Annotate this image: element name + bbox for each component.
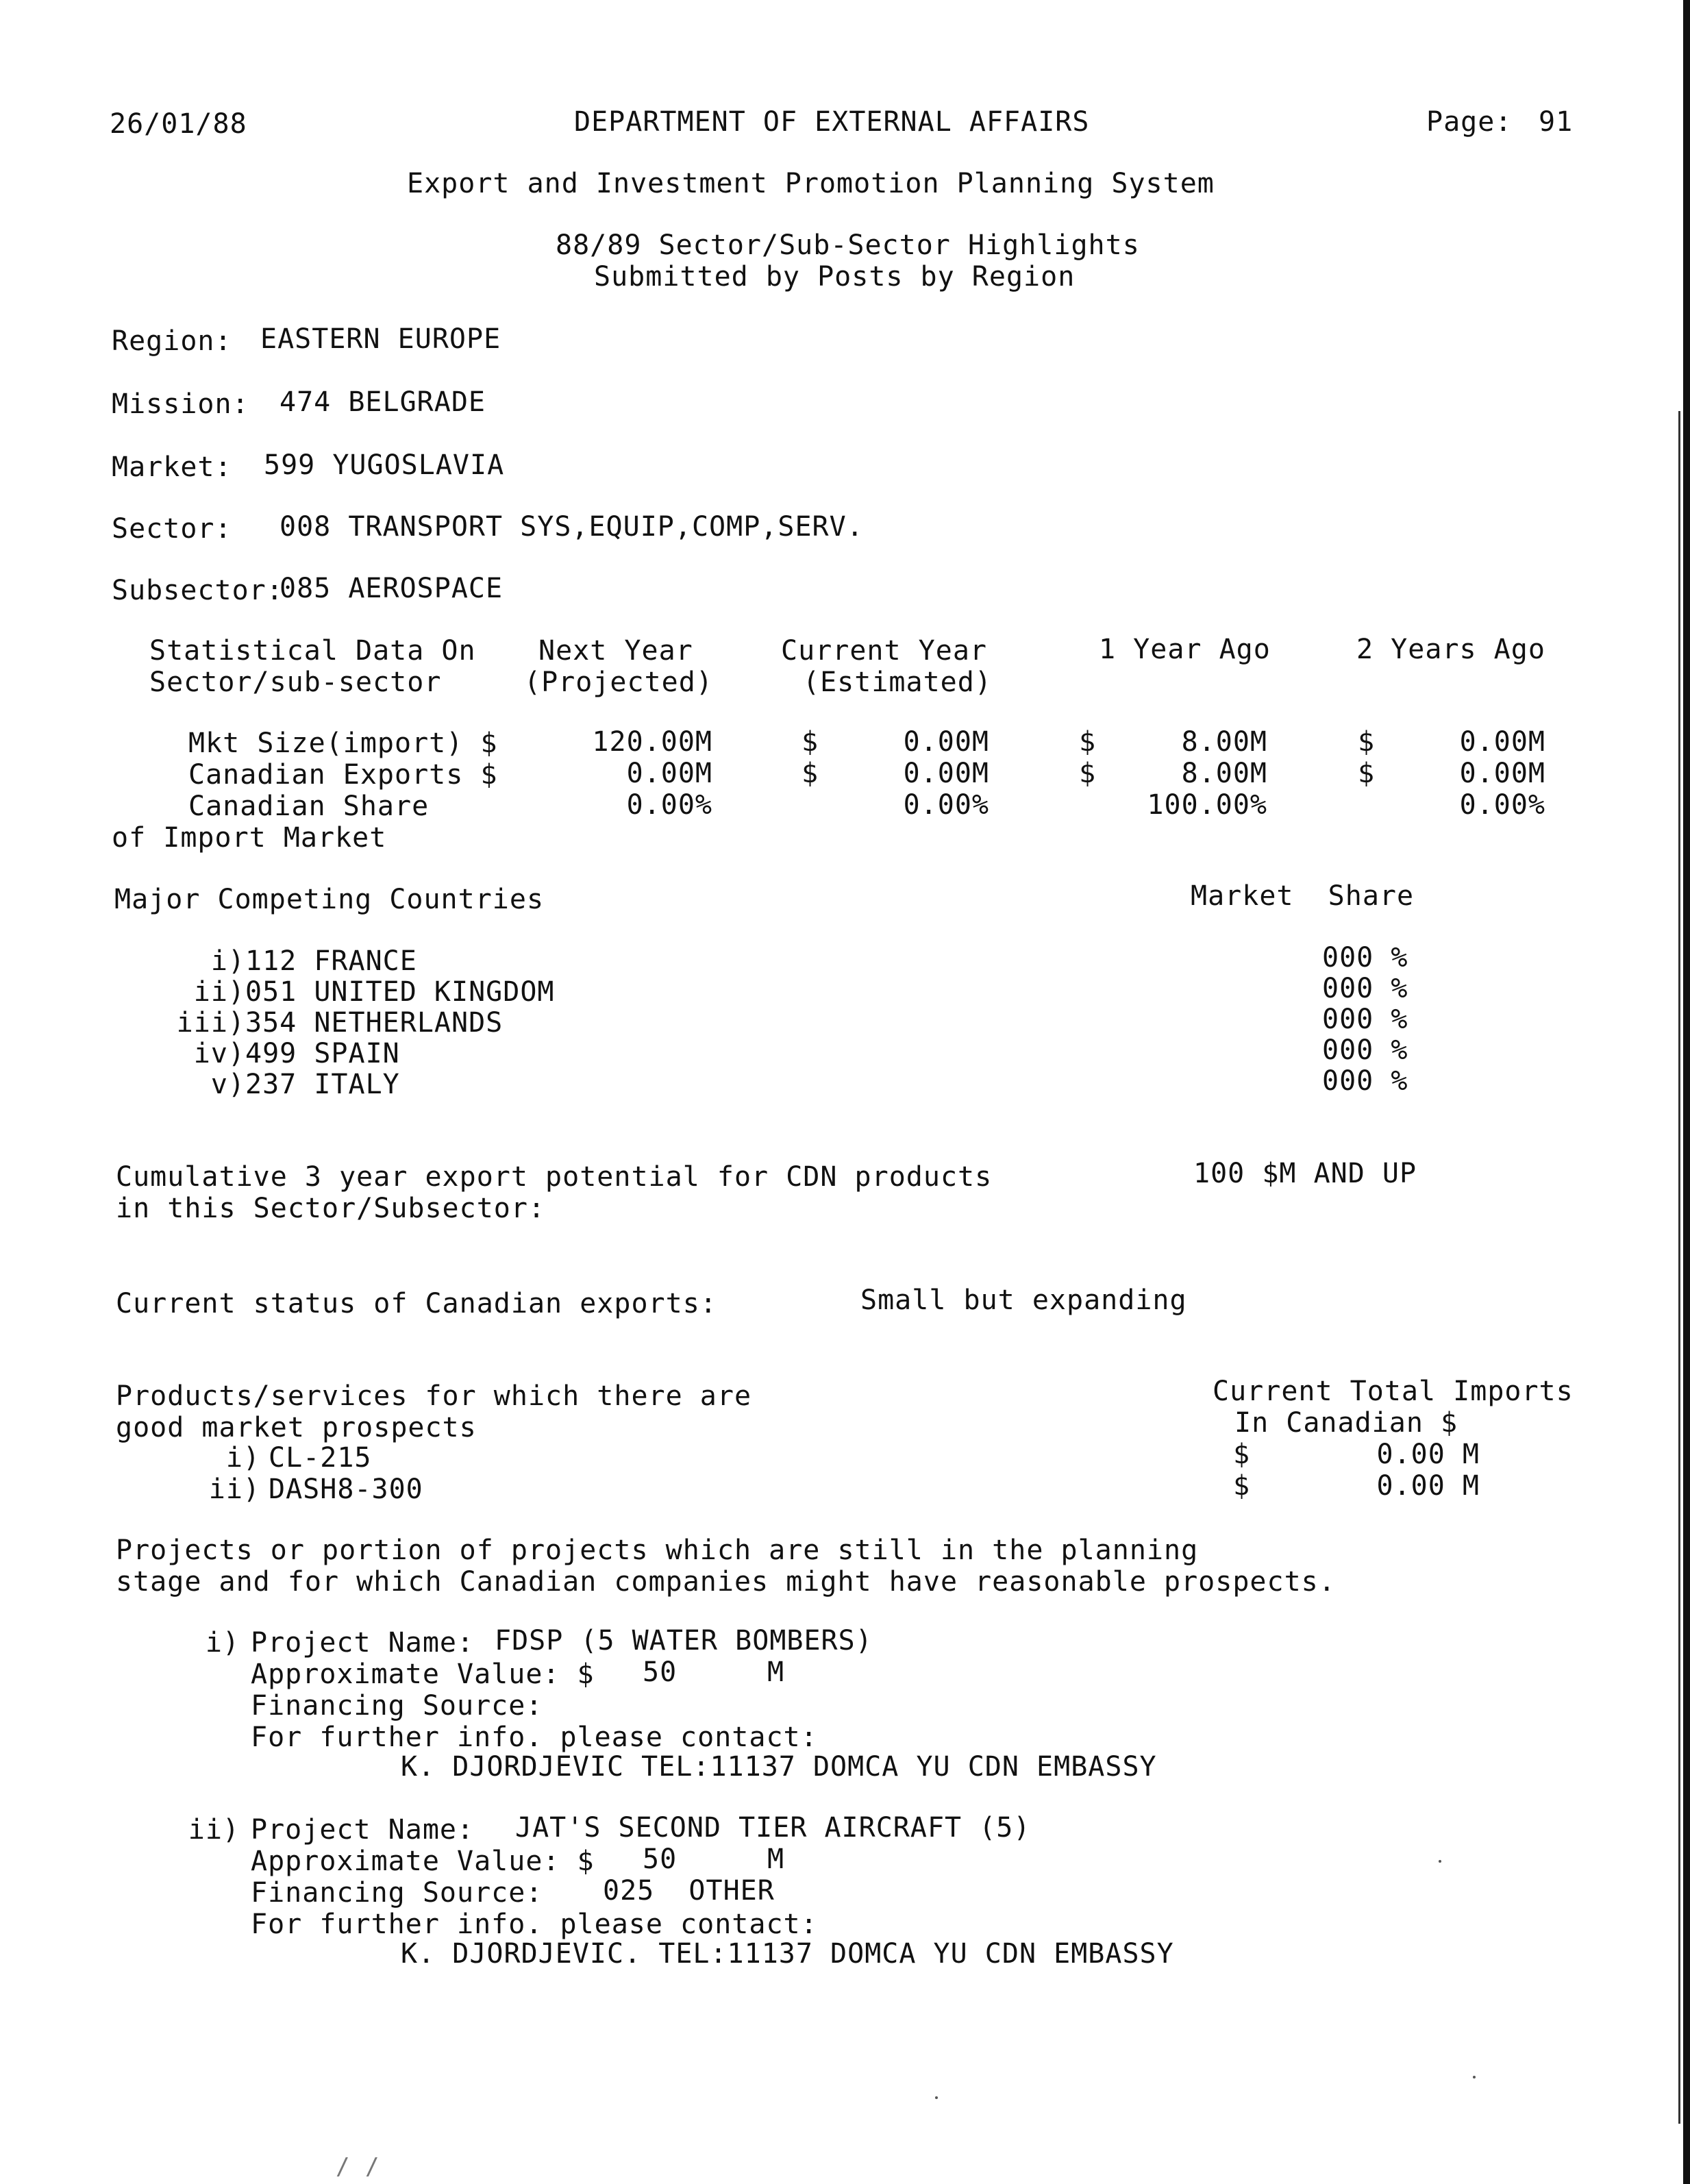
col-next-year: Next Year xyxy=(538,635,693,667)
subsector-value: 085 AEROSPACE xyxy=(279,573,504,604)
col-2-years-ago: 2 Years Ago xyxy=(1356,634,1545,665)
product-index: ii) xyxy=(208,1474,260,1505)
product-import-value: 0.00 M xyxy=(1376,1470,1480,1502)
report-subtitle: Submitted by Posts by Region xyxy=(594,261,1076,293)
scan-speck xyxy=(1439,1860,1441,1863)
sector-label: Sector: xyxy=(112,513,232,545)
potential-line1: Cumulative 3 year export potential for CDN products xyxy=(116,1161,993,1193)
competitor-share: 000 % xyxy=(1322,1034,1408,1066)
potential-value: 100 $M AND UP xyxy=(1193,1158,1417,1189)
region-label: Region: xyxy=(112,325,232,357)
col-1-year-ago: 1 Year Ago xyxy=(1099,634,1271,665)
page-number: 91 xyxy=(1539,106,1574,138)
market-label: Market: xyxy=(112,451,232,483)
imports-header-line1: Current Total Imports xyxy=(1213,1376,1574,1407)
footer-mark: / / xyxy=(336,2153,380,2181)
project-value: 50 xyxy=(643,1844,678,1875)
scan-edge-line xyxy=(1678,411,1680,2124)
project-name: FDSP (5 WATER BOMBERS) xyxy=(495,1625,873,1656)
project-contact: K. DJORDJEVIC TEL:11137 DOMCA YU CDN EMBASSY xyxy=(401,1751,1157,1783)
report-date: 26/01/88 xyxy=(110,108,247,140)
competitor-share: 000 % xyxy=(1322,1004,1408,1035)
region-value: EASTERN EUROPE xyxy=(260,323,501,355)
sector-value: 008 TRANSPORT SYS,EQUIP,COMP,SERV. xyxy=(279,511,864,543)
project-index: i) xyxy=(205,1627,240,1659)
stats-header-line2: Sector/sub-sector xyxy=(149,667,442,698)
exports-current-year: 0.00M xyxy=(903,758,989,789)
exports-2-years-ago: 0.00M xyxy=(1459,758,1545,789)
stats-header-line1: Statistical Data On xyxy=(149,635,476,667)
page-label: Page: xyxy=(1426,106,1513,138)
col-current-year-sub: (Estimated) xyxy=(803,667,992,698)
competitor-name: 354 NETHERLANDS xyxy=(245,1007,504,1039)
exports-current-cur: $ xyxy=(801,758,819,789)
scan-edge xyxy=(1683,0,1690,2184)
product-currency: $ xyxy=(1233,1439,1251,1470)
exports-1yr-cur: $ xyxy=(1079,758,1097,789)
project-name-label: Project Name: xyxy=(251,1814,475,1846)
mkt-size-current-cur: $ xyxy=(801,726,819,758)
product-import-value: 0.00 M xyxy=(1376,1439,1480,1470)
products-line1: Products/services for which there are xyxy=(116,1380,752,1412)
project-name: JAT'S SECOND TIER AIRCRAFT (5) xyxy=(515,1812,1031,1844)
report-title: 88/89 Sector/Sub-Sector Highlights xyxy=(556,229,1140,261)
exports-next-year: 0.00M xyxy=(626,758,712,789)
system-title: Export and Investment Promotion Planning System xyxy=(407,168,1215,199)
competitors-title: Major Competing Countries xyxy=(114,884,545,915)
product-name: DASH8-300 xyxy=(269,1474,423,1505)
competitor-share: 000 % xyxy=(1322,973,1408,1004)
col-next-year-sub: (Projected) xyxy=(524,667,713,698)
exports-2yr-cur: $ xyxy=(1358,758,1376,789)
product-index: i) xyxy=(225,1442,260,1474)
mkt-size-1-year-ago: 8.00M xyxy=(1181,726,1267,758)
department-name: DEPARTMENT OF EXTERNAL AFFAIRS xyxy=(574,106,1090,138)
competitor-name: 237 ITALY xyxy=(245,1069,400,1100)
project-financing: 025 OTHER xyxy=(603,1875,775,1907)
mkt-size-current-year: 0.00M xyxy=(903,726,989,758)
project-contact-label: For further info. please contact: xyxy=(251,1722,818,1753)
competitor-index: i) xyxy=(210,945,245,977)
mkt-size-1yr-cur: $ xyxy=(1079,726,1097,758)
scan-speck xyxy=(1473,2076,1476,2078)
mission-value: 474 BELGRADE xyxy=(279,386,486,418)
competitor-share: 000 % xyxy=(1322,942,1408,973)
mkt-size-2yr-cur: $ xyxy=(1358,726,1376,758)
competitor-share: 000 % xyxy=(1322,1065,1408,1097)
row-label-mkt-size: Mkt Size(import) $ xyxy=(188,728,498,759)
project-value-label: Approximate Value: $ xyxy=(251,1659,595,1690)
project-contact-label: For further info. please contact: xyxy=(251,1909,818,1940)
mkt-size-2-years-ago: 0.00M xyxy=(1459,726,1545,758)
col-current-year: Current Year xyxy=(781,635,987,667)
row-label-canadian-share: Canadian Share xyxy=(188,791,430,822)
share-next-year: 0.00% xyxy=(626,789,712,821)
competitor-index: v) xyxy=(210,1069,245,1100)
competitor-name: 051 UNITED KINGDOM xyxy=(245,976,555,1008)
product-currency: $ xyxy=(1233,1470,1251,1502)
status-label: Current status of Canadian exports: xyxy=(116,1288,717,1319)
exports-1-year-ago: 8.00M xyxy=(1181,758,1267,789)
competitor-index: iii) xyxy=(176,1007,245,1039)
share-current-year: 0.00% xyxy=(903,789,989,821)
share-2-years-ago: 0.00% xyxy=(1459,789,1545,821)
status-value: Small but expanding xyxy=(860,1285,1187,1316)
market-value: 599 YUGOSLAVIA xyxy=(264,449,505,481)
scan-speck xyxy=(935,2096,938,2099)
imports-header-line2: In Canadian $ xyxy=(1234,1407,1458,1439)
products-line2: good market prospects xyxy=(116,1412,477,1443)
project-value: 50 xyxy=(643,1656,678,1688)
projects-intro-line1: Projects or portion of projects which are still in the planning xyxy=(116,1535,1199,1566)
project-value-unit: M xyxy=(767,1844,785,1875)
project-contact: K. DJORDJEVIC. TEL:11137 DOMCA YU CDN EMBASSY xyxy=(401,1938,1174,1970)
project-index: ii) xyxy=(188,1814,240,1846)
projects-intro-line2: stage and for which Canadian companies might have reasonable prospects. xyxy=(116,1566,1336,1598)
competitor-index: ii) xyxy=(193,976,245,1008)
mission-label: Mission: xyxy=(112,388,249,420)
project-value-unit: M xyxy=(767,1656,785,1688)
potential-line2: in this Sector/Subsector: xyxy=(116,1193,546,1224)
competitor-index: iv) xyxy=(193,1038,245,1069)
product-name: CL-215 xyxy=(269,1442,372,1474)
project-financing-label: Financing Source: xyxy=(251,1690,543,1722)
project-financing-label: Financing Source: xyxy=(251,1877,543,1909)
share-continuation: of Import Market xyxy=(112,822,387,854)
competitor-name: 112 FRANCE xyxy=(245,945,417,977)
share-1-year-ago: 100.00% xyxy=(1147,789,1267,821)
subsector-label: Subsector: xyxy=(112,575,284,606)
row-label-canadian-exports: Canadian Exports $ xyxy=(188,759,498,791)
project-name-label: Project Name: xyxy=(251,1627,475,1659)
market-share-header: Market Share xyxy=(1191,880,1415,912)
mkt-size-next-year: 120.00M xyxy=(592,726,712,758)
project-value-label: Approximate Value: $ xyxy=(251,1846,595,1877)
competitor-name: 499 SPAIN xyxy=(245,1038,400,1069)
